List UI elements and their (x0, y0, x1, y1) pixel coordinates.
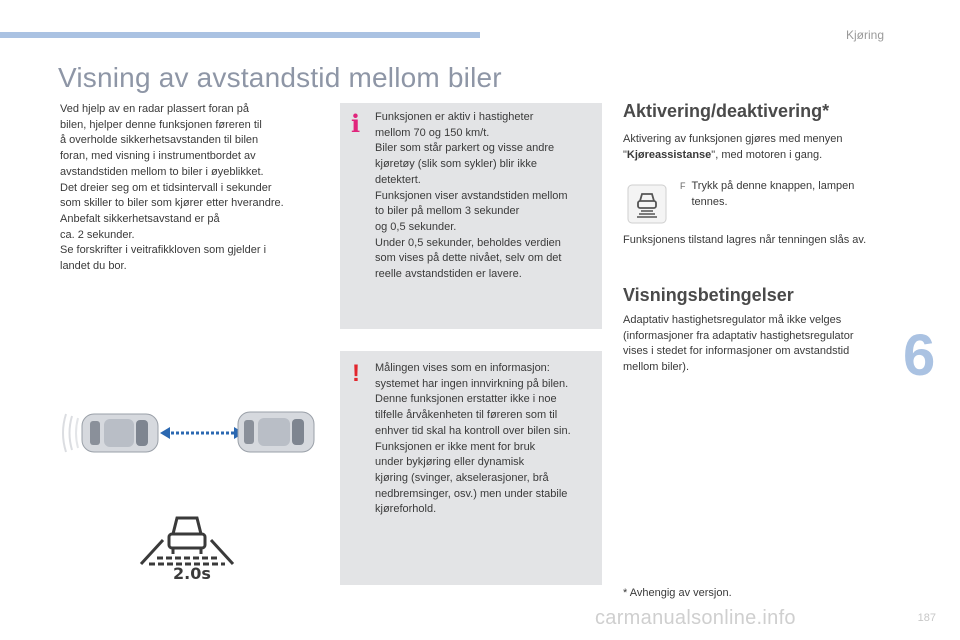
conditions-heading: Visningsbetingelser (623, 285, 794, 305)
front-car-icon (238, 412, 314, 452)
distance-button-icon (627, 184, 667, 224)
warning-box-text: Målingen vises som en informasjon: systemet har ingen innvirkning på bilen. Denne funksjonen erstatter ikke i noe tilfelle årvåkenheten til føreren som til enhver tid skal ha kontroll over bilen sin. Funksjonen er ikke ment for bruk under bykjøring eller dynamisk kjøring (svinger, akselerasjoner, brå nedbremsinger, osv.) men under stabile kjøreforhold. (375, 362, 571, 516)
chapter-number: 6 (903, 323, 936, 388)
step-bullet: F (680, 181, 686, 191)
distance-time-value: 2.0s (173, 564, 211, 583)
road-lines-icon (141, 540, 233, 564)
footnote: * Avhengig av versjon. (623, 587, 732, 599)
info-box-text: Funksjonen er aktiv i hastigheter mellom 70 og 150 km/t. Biler som står parkert og visse andre kjøretøy (slik som sykler) blir ikke detektert. Funksjonen viser avstandstiden mellom to biler på mellom 3 sekunder og 0,5 sekunder. Under 0,5 sekunder, beholdes verdien som vises på dette nivået, selv om det reelle avstandstiden er lavere. (375, 111, 568, 281)
car-front-icon (169, 518, 205, 554)
car-distance-illustration (58, 404, 318, 462)
warning-icon: ! (352, 360, 360, 387)
watermark: carmanualsonline.info (595, 607, 796, 629)
section-label: Kjøring (845, 28, 884, 42)
distance-arrow-icon (160, 427, 244, 439)
activation-text-after: ", med motoren i gang. (711, 148, 823, 161)
menu-name: Kjøreassistanse (626, 148, 712, 161)
conditions-text: Adaptativ hastighetsregulator må ikke velges (informasjoner fra adaptativ hastighetsregulator vises i stedet for informasjoner om avstandstid mellom biler). (623, 314, 854, 374)
step-text: Trykk på denne knappen, lampen tennes. (691, 180, 855, 208)
page-number: 187 (917, 612, 936, 624)
step-instruction (680, 179, 890, 210)
state-text: Funksjonens tilstand lagres når tenningen slås av. (623, 234, 867, 246)
activation-text-before: Aktivering av funksjonen gjøres med menyen " (623, 133, 843, 161)
distance-time-display-icon (137, 508, 237, 586)
motion-lines-icon (63, 414, 78, 452)
activation-heading: Aktivering/deaktivering* (623, 101, 830, 121)
activation-text (623, 132, 885, 163)
rear-car-icon (82, 414, 158, 452)
intro-paragraph: Ved hjelp av en radar plassert foran på bilen, hjelper denne funksjonen føreren til å overholde sikkerhetsavstanden til bilen foran, med visning i instrumentbordet av avstandstiden mellom to biler i øyeblikket. Det dreier seg om et tidsintervall i sekunder som skiller to biler som kjører etter hverandre. Anbefalt sikkerhetsavstand er på ca. 2 sekunder. Se forskrifter i veitrafikkloven som gjelder i landet du bor. (60, 103, 284, 273)
header-accent-bar (0, 32, 480, 38)
info-icon: i (351, 109, 361, 138)
page-title: Visning av avstandstid mellom biler (58, 62, 502, 93)
